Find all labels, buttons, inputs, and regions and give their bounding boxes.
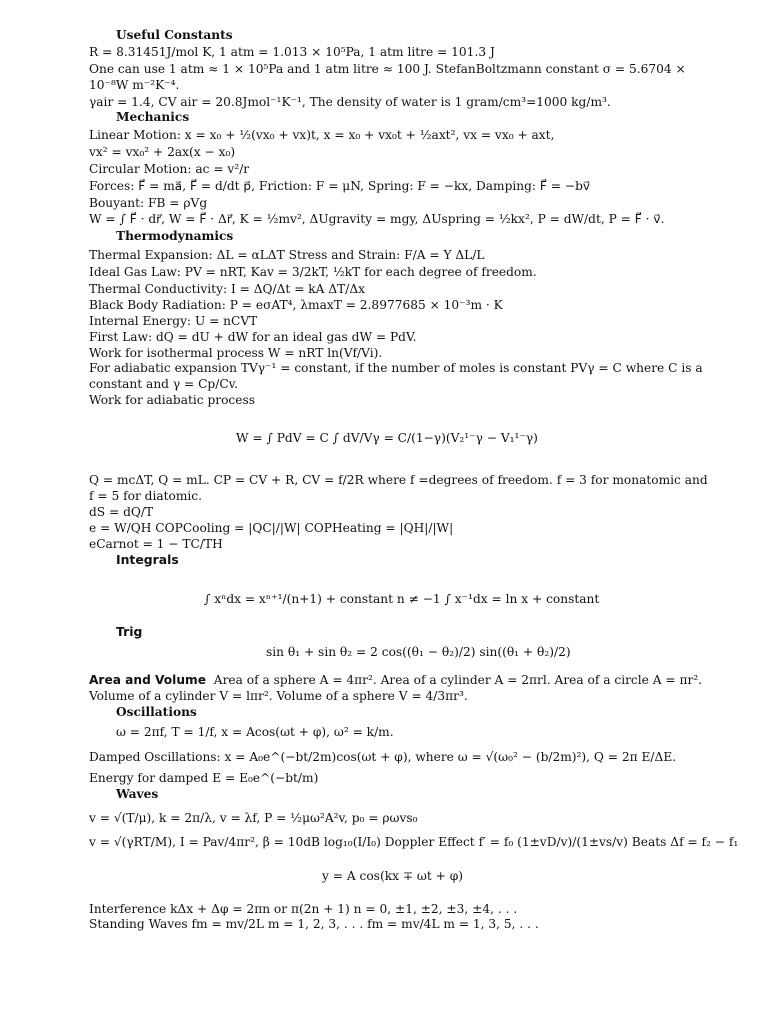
constants-line-1: R = 8.31451J/mol K, 1 atm = 1.013 × 10⁵Pa, 1 atm litre = 101.3 J (89, 45, 495, 59)
thermo-line-4: Black Body Radiation: P = eσAT⁴, λmaxT = 2.8977685 × 10⁻³m · K (89, 298, 503, 312)
area-volume-line-2: Volume of a cylinder V = lπr². Volume of a sphere V = 4/3πr³. (89, 689, 468, 703)
heading-trig: Trig (116, 624, 143, 639)
heading-mechanics: Mechanics (116, 110, 190, 124)
heading-useful-constants: Useful Constants (116, 28, 233, 42)
wave-equation: y = A cos(kx ∓ ωt + φ) (322, 869, 463, 883)
mechanics-line-1: Linear Motion: x = x₀ + ½(vx₀ + vx)t, x = x₀ + vx₀t + ½axt², vx = vx₀ + axt, (89, 128, 555, 142)
heading-area-volume: Area and Volume (89, 673, 207, 687)
waves-line-1: v = √(T/μ), k = 2π/λ, v = λf, P = ½μω²A²v, p₀ = ρωvs₀ (89, 811, 418, 825)
oscillations-line-3: Energy for damped E = E₀e^(−bt/m) (89, 771, 319, 785)
heading-waves: Waves (116, 787, 159, 801)
thermo-line-10: Work for adiabatic process (89, 393, 255, 407)
thermo-line-8: For adiabatic expansion TVγ⁻¹ = constant, if the number of moles is constant PVγ = C where C is a (89, 361, 703, 375)
adiabatic-work-equation: W = ∫ PdV = C ∫ dV/Vγ = C/(1−γ)(V₂¹⁻γ − V₁¹⁻γ) (236, 431, 538, 445)
mechanics-line-2: vx² = vx₀² + 2ax(x − x₀) (89, 145, 236, 159)
constants-line-4: γair = 1.4, CV air = 20.8Jmol⁻¹K⁻¹, The density of water is 1 gram/cm³=1000 kg/m³. (89, 95, 611, 109)
thermo-line-5: Internal Energy: U = nCVT (89, 314, 258, 328)
thermo-line-13: f = 5 for diatomic. (89, 489, 203, 503)
waves-line-4: Interference kΔx + Δφ = 2πn or π(2n + 1) n = 0, ±1, ±2, ±3, ±4, . . . (89, 902, 518, 916)
thermo-line-3: Thermal Conductivity: I = ΔQ/Δt = kA ΔT/Δx (89, 282, 366, 296)
thermo-line-12: Q = mcΔT, Q = mL. CP = CV + R, CV = f/2R where f =degrees of freedom. f = 3 for monatomic and (89, 473, 708, 487)
mechanics-line-6: W = ∫ F⃗ · dr⃗, W = F⃗ · Δr⃗, K = ½mv², ΔUgravity = mgy, ΔUspring = ½kx², P = dW/dt, P = F⃗ · v⃗. (89, 212, 665, 226)
area-volume-line-1 (89, 673, 703, 688)
heading-integrals: Integrals (116, 552, 179, 567)
thermo-line-7: Work for isothermal process W = nRT ln(Vf/Vi). (89, 346, 383, 360)
mechanics-line-5: Bouyant: FB = ρVg (89, 196, 208, 210)
thermo-line-9: constant and γ = Cp/Cv. (89, 377, 238, 391)
mechanics-line-3: Circular Motion: ac = v²/r (89, 162, 250, 176)
constants-line-2: One can use 1 atm ≈ 1 × 10⁵Pa and 1 atm litre ≈ 100 J. StefanBoltzmann constant σ = 5.6704 × (89, 62, 686, 76)
waves-line-2: v = √(γRT/M), I = Pav/4πr², β = 10dB log₁₀(I/I₀) Doppler Effect f′ = f₀ (1±vD/v)/(1±vs/v) Beats Δf = f₂ − f₁ (89, 835, 739, 849)
thermo-line-15: e = W/QH COPCooling = |QC|/|W| COPHeating = |QH|/|W| (89, 521, 454, 535)
oscillations-line-2: Damped Oscillations: x = A₀e^(−bt/2m)cos(ωt + φ), where ω = √(ω₀² − (b/2m)²), Q = 2π E/ΔE. (89, 750, 677, 764)
heading-oscillations: Oscillations (116, 705, 197, 719)
thermo-line-1: Thermal Expansion: ΔL = αLΔT Stress and Strain: F/A = Y ΔL/L (89, 248, 485, 262)
oscillations-line-1: ω = 2πf, T = 1/f, x = Acos(ωt + φ), ω² = k/m. (116, 725, 394, 739)
mechanics-line-4: Forces: F⃗ = ma⃗, F⃗ = d/dt p⃗, Friction: F = μN, Spring: F = −kx, Damping: F⃗ = −bv⃗ (89, 179, 591, 193)
constants-line-3: 10⁻⁸W m⁻²K⁻⁴. (89, 78, 180, 92)
area-formulas: Area of a sphere A = 4πr². Area of a cylinder A = 2πrl. Area of a circle A = πr². (213, 673, 703, 687)
trig-equation: sin θ₁ + sin θ₂ = 2 cos((θ₁ − θ₂)/2) sin((θ₁ + θ₂)/2) (266, 645, 571, 659)
thermo-line-16: eCarnot = 1 − TC/TH (89, 537, 223, 551)
heading-thermodynamics: Thermodynamics (116, 229, 234, 243)
thermo-line-6: First Law: dQ = dU + dW for an ideal gas dW = PdV. (89, 330, 417, 344)
integrals-equation: ∫ xⁿdx = xⁿ⁺¹/(n+1) + constant n ≠ −1 ∫ x⁻¹dx = ln x + constant (204, 592, 600, 606)
thermo-line-14: dS = dQ/T (89, 505, 154, 519)
thermo-line-2: Ideal Gas Law: PV = nRT, Kav = 3/2kT, ½kT for each degree of freedom. (89, 265, 537, 279)
waves-line-5: Standing Waves fm = mv/2L m = 1, 2, 3, . . . fm = mv/4L m = 1, 3, 5, . . . (89, 917, 539, 931)
